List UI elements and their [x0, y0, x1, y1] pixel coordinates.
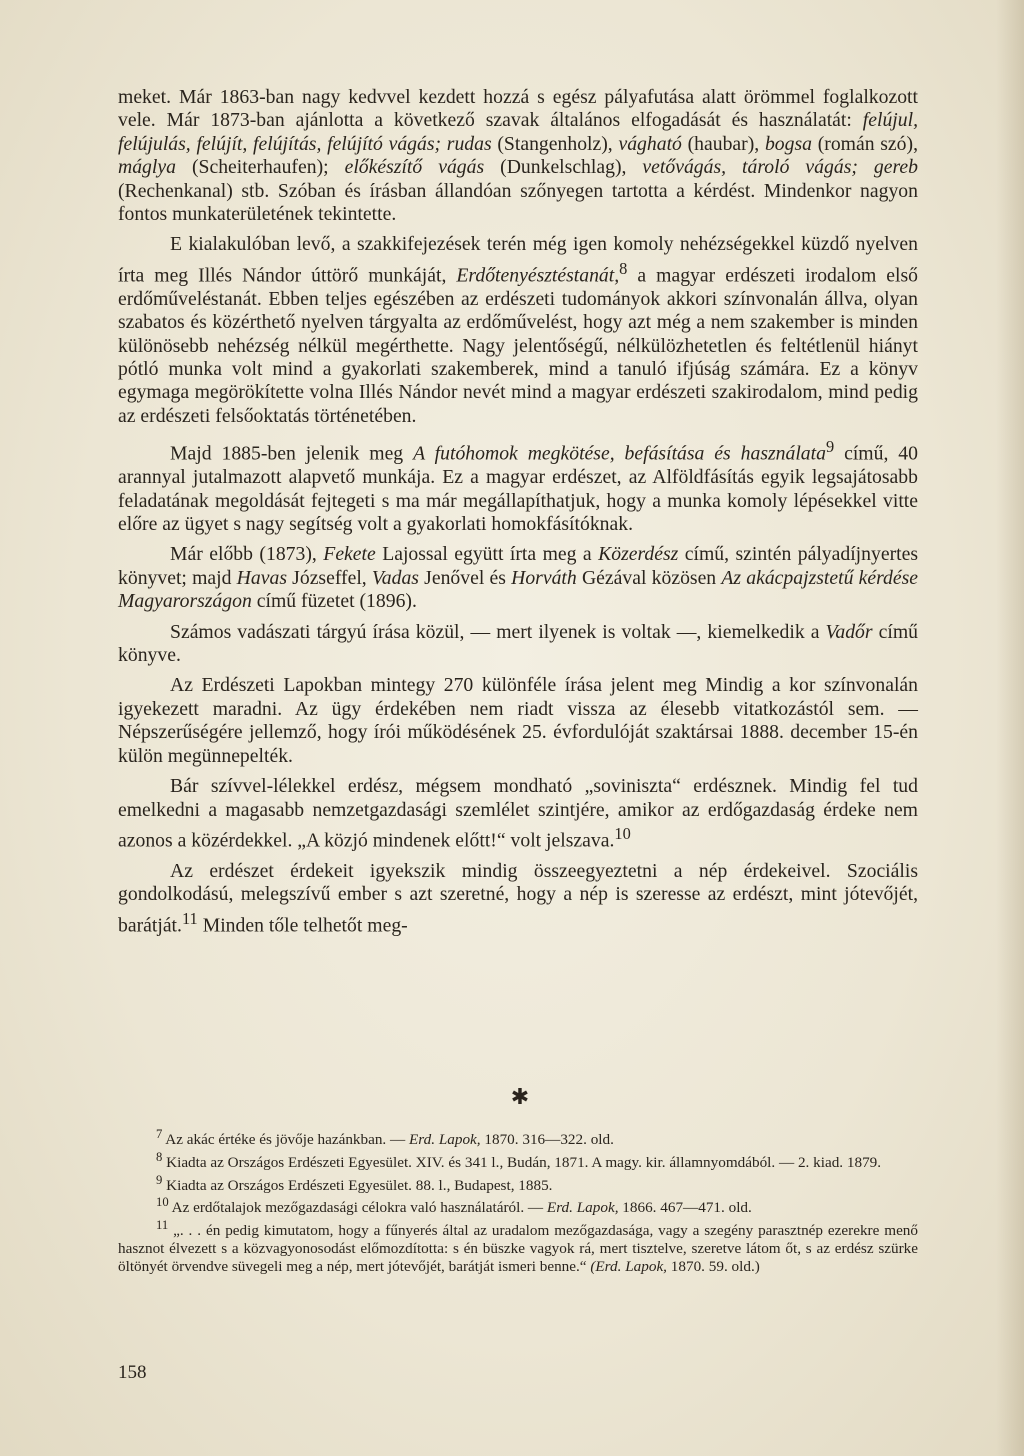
book-title: Közerdész [598, 543, 679, 566]
footnote-number: 7 [156, 1127, 163, 1141]
source-title: Erd. Lapok, [546, 1199, 619, 1217]
text-run: Bár szívvel-lélekkel erdész, mégsem mondható „soviniszta“ erdésznek. Mindig fel tud emelkedni a magasabb nemzetgazdasági szemlélet szintjére, amikor az erdőgazdaság érdeke nem azonos a közérdekkel. „A közjó mindenek előtt!“ volt jelszava. [118, 775, 918, 852]
footnote-ref: 9 [825, 437, 835, 457]
text-run: című, szintén pályadíjnyertes könyvet; majd [118, 543, 919, 589]
source-title: (Erd. Lapok, [590, 1257, 667, 1275]
paragraph-3 [118, 435, 918, 536]
italic-terms: bogsa [764, 132, 812, 155]
paragraph-6: Az Erdészeti Lapokban mintegy 270 különféle írása jelent meg Mindig a kor színvonalán igyekezett maradni. Az ügy érdekében nem riadt vissza az élesebb vitatkozástól sem. — Népszerűségére jellemző, hogy írói működésének 25. évfordulóját szaktársai 1888. december 15-én külön megünnepelték. [118, 674, 918, 767]
text-run: Az akác értéke és jövője hazánkban. — [162, 1131, 410, 1149]
person-name: Horváth [511, 566, 577, 589]
text-run: Az erdőtalajok mezőgazdasági célokra való használatáról. — [168, 1199, 547, 1217]
footnote-10 [118, 1194, 918, 1217]
text-run: (román szó), [811, 132, 918, 155]
text-run: 1866. 467—471. old. [618, 1199, 752, 1217]
text-run: 1870. 316—322. old. [480, 1131, 614, 1149]
person-name: Fekete [323, 543, 376, 566]
italic-terms: előkészítő vágás [344, 156, 485, 179]
book-title: Erdőtenyésztéstanát, [456, 264, 620, 287]
page-number: 158 [118, 1362, 147, 1383]
text-run: Kiadta az Országos Erdészeti Egyesület. XIV. és 341 l., Budán, 1871. A magy. kir. államnyomdából. — 2. kiad. 1879. [162, 1153, 882, 1171]
text-run: Számos vadászati tárgyú írása közül, — mert ilyenek is voltak —, kiemelkedik a [170, 620, 826, 643]
footnote-ref: 11 [181, 908, 198, 928]
italic-terms: felújul, felújulás, felújít, felújítás, felújító vágás; rudas [118, 109, 918, 155]
italic-terms: máglya [118, 156, 176, 179]
asterisk-separator: ✱ [510, 1085, 530, 1110]
book-title: A futóhomok megkötése, befásítása és használata [413, 442, 826, 465]
paragraph-4 [118, 543, 918, 613]
text-run: 1870. 59. old.) [666, 1257, 760, 1275]
italic-terms: vetővágás, tároló vágás; gereb [642, 156, 918, 179]
footnote-9 [118, 1172, 918, 1195]
paragraph-8 [118, 860, 918, 938]
footnote-ref: 10 [614, 823, 631, 843]
text-run: Az erdészet érdekeit igyekszik mindig összeegyeztetni a nép érdekeivel. Szociális gondolkodású, melegszívű ember s azt szeretné, hogy a nép is szeresse az erdészt, mint jótevőjét, barátját. [118, 859, 918, 937]
text-run: Minden tőle telhetőt meg- [197, 914, 408, 937]
person-name: Havas [236, 566, 287, 589]
main-text [118, 86, 918, 938]
person-name: Vadas [371, 566, 419, 589]
footnote-8 [118, 1149, 918, 1172]
text-run: című, 40 arannyal jutalmazott alapvető munkája. Ez a magyar erdészet, az Alföldfásítás egyik legsajátosabb feladatának megoldását fejtegeti s ma már megállapíthatjuk, hogy a munka komoly lépésekkel vitte előre az ügyet s nagy segítség volt a gyakorlati homokfásítóknak. [118, 442, 918, 536]
text-run: „. . . én pedig kimutatom, hogy a fűnyerés által az uradalom mezőgazdasága, vagy a szegény parasztnép ezerekre menő hasznot élvezett s a közvagyonosodást előmozdította: s én büszke vagyok rá, mert tisztelve, szeretve látom őt, s az erdész szürke öltönyét örvendve süvegeli meg a nép, mert jótevőjét, barátját ismeri benne.“ [118, 1222, 918, 1275]
paragraph-7 [118, 775, 918, 853]
text-run: (Stangenholz), [491, 132, 619, 155]
footnotes [118, 1126, 918, 1275]
text-run: című füzetet (1896). [251, 590, 417, 613]
paragraph-1 [118, 86, 918, 226]
footnote-number: 8 [156, 1149, 163, 1164]
footnote-number: 9 [156, 1172, 163, 1187]
page-edge-shadow [996, 0, 1024, 1456]
book-title: Az akácpajzstetű kérdése Magyarországon [118, 566, 919, 613]
text-run: Jenővel és [418, 566, 512, 589]
book-title: Vadőr [825, 620, 873, 643]
footnote-ref: 8 [619, 258, 628, 278]
text-run: című könyve. [118, 620, 918, 667]
footnote-11 [118, 1217, 918, 1275]
text-run: Majd 1885-ben jelenik meg [170, 442, 414, 465]
paragraph-2 [118, 233, 918, 428]
text-run: (Rechenkanal) stb. Szóban és írásban állandóan szőnyegen tartotta a kérdést. Mindenkor nagyon fontos munkaterületének tekintette. [118, 179, 918, 226]
text-run: (haubar), [681, 132, 765, 155]
text-run: E kialakulóban levő, a szakkifejezések terén még igen komoly nehézségekkel küzdő nyelven írta meg Illés Nándor úttörő munkáját, [118, 233, 918, 287]
source-title: Erd. Lapok, [409, 1131, 481, 1149]
text-run: (Dunkelschlag), [484, 156, 643, 179]
text-run: a magyar erdészeti irodalom első erdőműveléstanát. Ebben teljes egészében az erdészeti tudományok akkori színvonalán állva, olyan szabatos és közérthető nyelven tárgyalta az erdőművelést, hogy azt még a nem szakember is minden különösebb nehézség nélkül megérthette. Nagy jelentőségű, nélkülözhetetlen és feltétlenül hiányt pótló munka volt mind a gyakorlati szakemberek, mind a tanuló ifjúság számára. Ez a könyv egymaga megörökítette volna Illés Nándor nevét mind a magyar erdészeti szakirodalom, mind pedig az erdészeti felsőoktatás történetében. [118, 264, 918, 427]
footnote-7 [118, 1126, 918, 1149]
footnote-number: 10 [156, 1195, 169, 1210]
text-run: Józseffel, [286, 566, 372, 589]
text-run: Kiadta az Országos Erdészeti Egyesület. 88. l., Budapest, 1885. [162, 1176, 553, 1194]
italic-terms: vágható [618, 132, 682, 155]
text-run: meket. Már 1863-ban nagy kedvvel kezdett hozzá s egész pályafutása alatt örömmel foglalkozott vele. Már 1873-ban ajánlotta a következő szavak általános elfogadását és használatát: [118, 86, 918, 132]
text-run: (Scheiterhaufen); [175, 156, 345, 179]
text-run: Lajossal együtt írta meg a [375, 543, 599, 566]
footnote-number: 11 [156, 1218, 169, 1233]
paragraph-5 [118, 621, 918, 668]
text-run: Gézával közösen [576, 566, 722, 589]
text-run: Már előbb (1873), [170, 543, 324, 566]
